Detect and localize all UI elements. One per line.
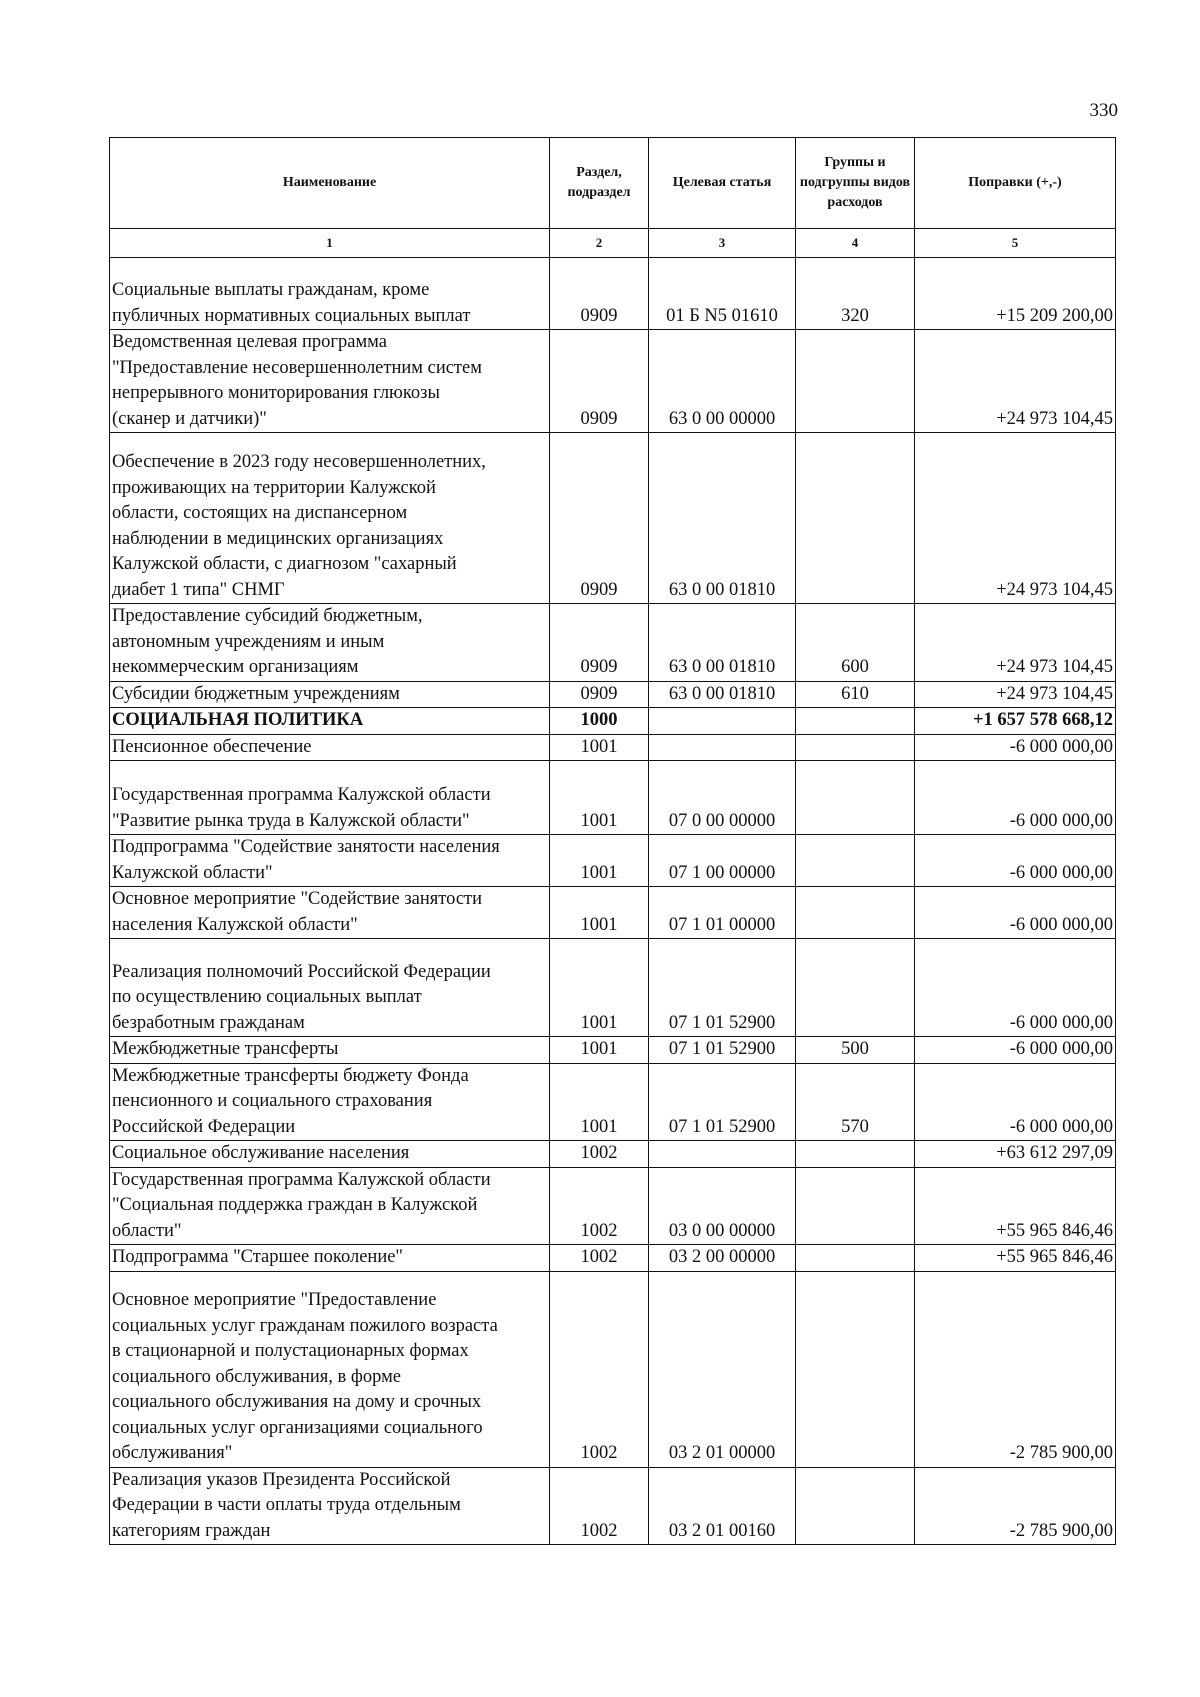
row-target-cell bbox=[649, 1141, 796, 1168]
row-amount-cell: +63 612 297,09 bbox=[915, 1141, 1116, 1168]
table-row bbox=[110, 734, 1116, 761]
row-section-cell: 1002 bbox=[550, 1271, 649, 1467]
header-section: Раздел, подраздел bbox=[550, 138, 649, 229]
table-row bbox=[110, 604, 1116, 682]
row-amount-cell: -2 785 900,00 bbox=[915, 1467, 1116, 1545]
row-amount-cell: +24 973 104,45 bbox=[915, 330, 1116, 433]
row-amount-cell: -6 000 000,00 bbox=[915, 887, 1116, 939]
table-row bbox=[110, 835, 1116, 887]
row-amount-cell: +24 973 104,45 bbox=[915, 604, 1116, 682]
table-row bbox=[110, 1245, 1116, 1272]
row-group-cell bbox=[796, 433, 915, 604]
row-amount-cell: +24 973 104,45 bbox=[915, 681, 1116, 708]
table-body bbox=[110, 258, 1116, 1545]
row-amount-cell: -6 000 000,00 bbox=[915, 761, 1116, 835]
table-row bbox=[110, 330, 1116, 433]
row-target-cell: 63 0 00 01810 bbox=[649, 681, 796, 708]
page-number: 330 bbox=[1089, 100, 1118, 121]
row-section-cell: 1001 bbox=[550, 835, 649, 887]
row-amount-cell: -2 785 900,00 bbox=[915, 1271, 1116, 1467]
row-name-cell: Основное мероприятие "Предоставление социальных услуг гражданам пожилого возраста в стационарной и полустационарных формах социального обслуживания, в форме социального обслуживания на дому и срочных социальных услуг организациями социального обслуживания" bbox=[110, 1271, 550, 1467]
row-name-cell: Государственная программа Калужской области "Социальная поддержка граждан в Калужской области" bbox=[110, 1167, 550, 1245]
table-row bbox=[110, 681, 1116, 708]
row-name-cell: Межбюджетные трансферты бюджету Фонда пенсионного и социального страхования Российской Федерации bbox=[110, 1063, 550, 1141]
row-target-cell: 03 2 01 00160 bbox=[649, 1467, 796, 1545]
row-name-cell: СОЦИАЛЬНАЯ ПОЛИТИКА bbox=[110, 708, 550, 735]
row-group-cell bbox=[796, 330, 915, 433]
row-amount-cell: -6 000 000,00 bbox=[915, 1037, 1116, 1064]
row-group-cell bbox=[796, 1141, 915, 1168]
header-target: Целевая статья bbox=[649, 138, 796, 229]
row-section-cell: 1001 bbox=[550, 887, 649, 939]
row-group-cell bbox=[796, 708, 915, 735]
row-group-cell bbox=[796, 939, 915, 1037]
row-group-cell bbox=[796, 1245, 915, 1272]
row-group-cell bbox=[796, 1167, 915, 1245]
table-row bbox=[110, 1167, 1116, 1245]
row-target-cell: 07 1 01 00000 bbox=[649, 887, 796, 939]
row-group-cell: 570 bbox=[796, 1063, 915, 1141]
table-row bbox=[110, 939, 1116, 1037]
row-section-cell: 1002 bbox=[550, 1141, 649, 1168]
row-section-cell: 1002 bbox=[550, 1167, 649, 1245]
row-group-cell bbox=[796, 734, 915, 761]
table-row bbox=[110, 1271, 1116, 1467]
row-section-cell: 0909 bbox=[550, 330, 649, 433]
budget-amendments-table bbox=[109, 137, 1116, 1545]
row-target-cell: 63 0 00 00000 bbox=[649, 330, 796, 433]
row-name-cell: Реализация полномочий Российской Федерации по осуществлению социальных выплат безработным гражданам bbox=[110, 939, 550, 1037]
row-group-cell: 610 bbox=[796, 681, 915, 708]
row-amount-cell: -6 000 000,00 bbox=[915, 835, 1116, 887]
column-number-row bbox=[110, 229, 1116, 258]
table-row bbox=[110, 258, 1116, 330]
row-group-cell bbox=[796, 887, 915, 939]
row-name-cell: Реализация указов Президента Российской Федерации в части оплаты труда отдельным категориям граждан bbox=[110, 1467, 550, 1545]
column-number: 4 bbox=[796, 229, 915, 258]
row-name-cell: Пенсионное обеспечение bbox=[110, 734, 550, 761]
row-target-cell: 07 1 00 00000 bbox=[649, 835, 796, 887]
row-section-cell: 1002 bbox=[550, 1467, 649, 1545]
row-section-cell: 1000 bbox=[550, 708, 649, 735]
row-name-cell: Государственная программа Калужской области "Развитие рынка труда в Калужской области" bbox=[110, 761, 550, 835]
header-name: Наименование bbox=[110, 138, 550, 229]
row-name-cell: Ведомственная целевая программа "Предоставление несовершеннолетним систем непрерывного мониторирования глюкозы (сканер и датчики)" bbox=[110, 330, 550, 433]
row-target-cell: 03 2 01 00000 bbox=[649, 1271, 796, 1467]
row-section-cell: 1002 bbox=[550, 1245, 649, 1272]
row-target-cell: 63 0 00 01810 bbox=[649, 433, 796, 604]
column-number: 5 bbox=[915, 229, 1116, 258]
row-target-cell: 63 0 00 01810 bbox=[649, 604, 796, 682]
row-target-cell: 03 2 00 00000 bbox=[649, 1245, 796, 1272]
row-section-cell: 1001 bbox=[550, 761, 649, 835]
table-row bbox=[110, 433, 1116, 604]
table-row bbox=[110, 1467, 1116, 1545]
row-name-cell: Подпрограмма "Содействие занятости населения Калужской области" bbox=[110, 835, 550, 887]
column-number: 2 bbox=[550, 229, 649, 258]
row-name-cell: Социальные выплаты гражданам, кроме публичных нормативных социальных выплат bbox=[110, 258, 550, 330]
row-section-cell: 0909 bbox=[550, 258, 649, 330]
header-groups: Группы и подгруппы видов расходов bbox=[796, 138, 915, 229]
row-section-cell: 1001 bbox=[550, 1063, 649, 1141]
row-name-cell: Предоставление субсидий бюджетным, автономным учреждениям и иным некоммерческим организациям bbox=[110, 604, 550, 682]
row-amount-cell: +55 965 846,46 bbox=[915, 1245, 1116, 1272]
table-row bbox=[110, 761, 1116, 835]
table-row bbox=[110, 1037, 1116, 1064]
row-amount-cell: -6 000 000,00 bbox=[915, 1063, 1116, 1141]
row-amount-cell: +24 973 104,45 bbox=[915, 433, 1116, 604]
row-group-cell bbox=[796, 1271, 915, 1467]
row-target-cell: 07 1 01 52900 bbox=[649, 1037, 796, 1064]
row-section-cell: 0909 bbox=[550, 433, 649, 604]
table-row bbox=[110, 1063, 1116, 1141]
row-amount-cell: +1 657 578 668,12 bbox=[915, 708, 1116, 735]
row-target-cell bbox=[649, 708, 796, 735]
row-target-cell: 07 1 01 52900 bbox=[649, 939, 796, 1037]
row-group-cell: 600 bbox=[796, 604, 915, 682]
row-group-cell bbox=[796, 835, 915, 887]
row-target-cell: 07 0 00 00000 bbox=[649, 761, 796, 835]
row-target-cell bbox=[649, 734, 796, 761]
row-name-cell: Обеспечение в 2023 году несовершеннолетних, проживающих на территории Калужской области, состоящих на диспансерном наблюдении в медицинских организациях Калужской области, с диагнозом "сахарный диабет 1 типа" СНМГ bbox=[110, 433, 550, 604]
column-number: 1 bbox=[110, 229, 550, 258]
row-group-cell: 320 bbox=[796, 258, 915, 330]
table-header-row bbox=[110, 138, 1116, 229]
table-row bbox=[110, 708, 1116, 735]
table-row bbox=[110, 887, 1116, 939]
row-section-cell: 1001 bbox=[550, 734, 649, 761]
header-amendments: Поправки (+,-) bbox=[915, 138, 1116, 229]
column-number: 3 bbox=[649, 229, 796, 258]
row-section-cell: 0909 bbox=[550, 681, 649, 708]
row-name-cell: Подпрограмма "Старшее поколение" bbox=[110, 1245, 550, 1272]
row-amount-cell: +55 965 846,46 bbox=[915, 1167, 1116, 1245]
table-row bbox=[110, 1141, 1116, 1168]
row-amount-cell: -6 000 000,00 bbox=[915, 939, 1116, 1037]
row-section-cell: 1001 bbox=[550, 1037, 649, 1064]
row-group-cell: 500 bbox=[796, 1037, 915, 1064]
row-group-cell bbox=[796, 761, 915, 835]
row-amount-cell: +15 209 200,00 bbox=[915, 258, 1116, 330]
row-name-cell: Основное мероприятие "Содействие занятости населения Калужской области" bbox=[110, 887, 550, 939]
row-name-cell: Субсидии бюджетным учреждениям bbox=[110, 681, 550, 708]
row-name-cell: Социальное обслуживание населения bbox=[110, 1141, 550, 1168]
row-section-cell: 0909 bbox=[550, 604, 649, 682]
row-amount-cell: -6 000 000,00 bbox=[915, 734, 1116, 761]
row-section-cell: 1001 bbox=[550, 939, 649, 1037]
row-group-cell bbox=[796, 1467, 915, 1545]
row-name-cell: Межбюджетные трансферты bbox=[110, 1037, 550, 1064]
row-target-cell: 07 1 01 52900 bbox=[649, 1063, 796, 1141]
row-target-cell: 03 0 00 00000 bbox=[649, 1167, 796, 1245]
row-target-cell: 01 Б N5 01610 bbox=[649, 258, 796, 330]
